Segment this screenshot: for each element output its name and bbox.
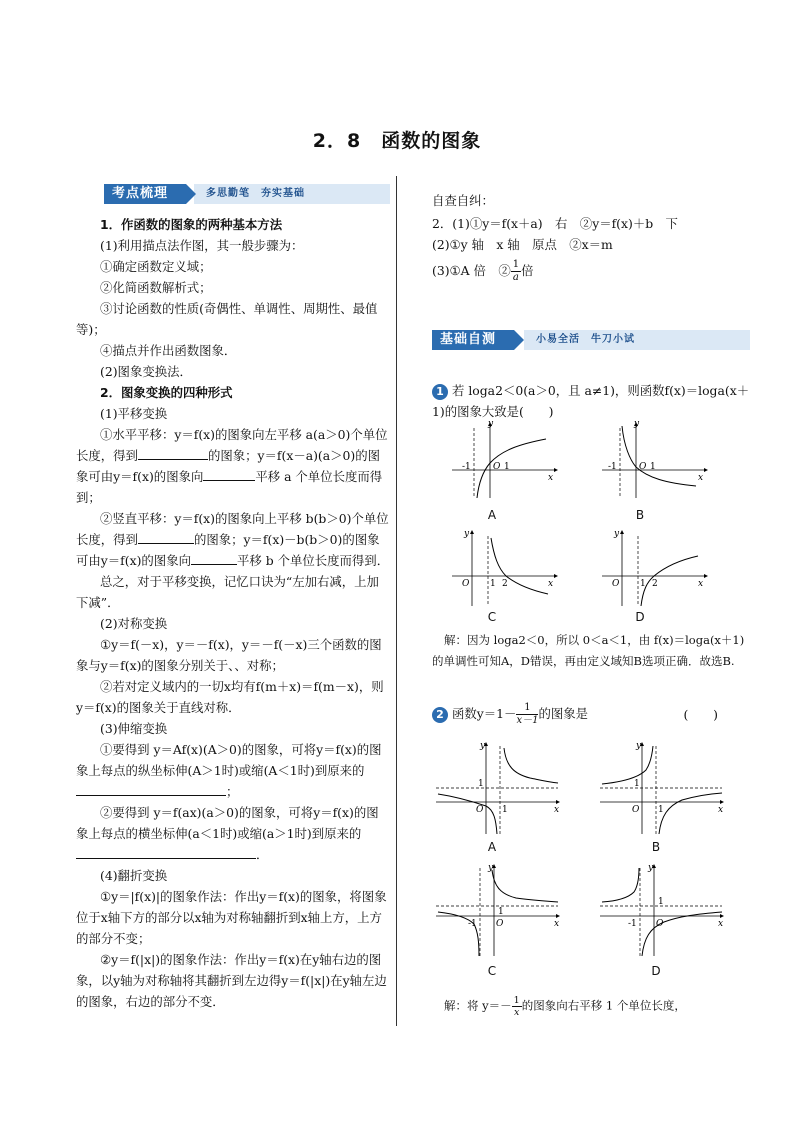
fill-blank [76, 781, 226, 796]
paragraph: ②y＝f(|x|)的图象作法：作出y＝f(x)在y轴右边的图象，以y轴为对称轴将其翻折到左边得y＝f(|x|)在y轴左边的图象，右边的部分不变． [76, 952, 387, 1009]
x-axis-arrow [720, 914, 724, 918]
option-label: A [487, 840, 497, 854]
tick-label: 2 [502, 579, 508, 589]
origin-label: O [656, 919, 664, 929]
q1-graph-a [450, 420, 560, 500]
section-heading: 1．作函数的图象的两种基本方法 [100, 217, 283, 232]
text-run: 的图象；y＝f(x－a)(a＞0)的图象可由y＝f(x)的图象向 [76, 448, 381, 484]
text-run: 倍 [521, 263, 534, 278]
banner-motto: 小易全活 牛刀小试 [536, 334, 635, 345]
banner-motto: 多思勤笔 夯实基础 [206, 188, 305, 199]
tick-label: -1 [608, 462, 617, 472]
page-title: 2．8 函数的图象 [312, 130, 482, 152]
x-label: x [548, 473, 554, 483]
text-run: ②要得到 y＝f(ax)(a＞0)的图象，可将y＝f(x)的图象上每点的横坐标伸(a＜1时)或缩(a＞1时)到原来的 [76, 805, 379, 841]
curve [622, 426, 696, 486]
q2-graph-b [598, 740, 728, 836]
tick-label: 1 [478, 779, 484, 789]
tick-label: 1 [504, 462, 510, 472]
y-axis-arrow [620, 530, 624, 534]
curve [602, 868, 639, 902]
subheading: (4)翻折变换 [100, 868, 168, 883]
section-banner-selftest [432, 330, 750, 350]
option-label: D [635, 610, 645, 624]
text-run: 解：将 y＝－ [444, 998, 512, 1013]
question-2 [432, 702, 750, 727]
paragraph: 总之，对于平移变换，记忆口诀为“左加右减，上加下减”． [76, 574, 379, 610]
text-run: ①水平平移：y＝f(x)的图象向左平移 a(a＞0)个单位长度，得到 [76, 427, 388, 463]
curve [492, 870, 558, 902]
tick-label: -1 [468, 919, 477, 929]
paragraph: ①确定函数定义域； [100, 259, 212, 274]
q1-graph-c [450, 528, 560, 608]
paragraph: ②若对定义域内的一切x均有f(m＋x)＝f(m－x)，则y＝f(x)的图象关于直线对称． [76, 679, 384, 715]
x-axis-arrow [554, 468, 558, 472]
tick-label: 1 [650, 462, 656, 472]
fill-blank [191, 550, 237, 565]
paragraph: (2)图象变换法． [100, 364, 192, 379]
option-label: C [487, 610, 497, 624]
section-heading: 2．图象变换的四种形式 [100, 385, 233, 400]
tick-label: 1 [640, 579, 646, 589]
x-label: x [718, 919, 724, 929]
section-banner-review [104, 184, 390, 204]
y-label: y [636, 741, 642, 751]
tick-label: 1 [498, 907, 504, 917]
y-label: y [488, 420, 494, 429]
paragraph [76, 508, 390, 571]
option-label: D [651, 964, 661, 978]
x-axis-arrow [704, 574, 708, 578]
curve [477, 439, 546, 498]
tick-label: 1 [490, 579, 496, 589]
option-label: B [635, 508, 645, 522]
text-run: ②竖直平移：y＝f(x)的图象向上平移 b(b＞0)个单位长度，得到 [76, 511, 389, 547]
origin-label: O [639, 462, 647, 472]
q2-graph-d [598, 862, 728, 958]
tick-label: 1 [634, 779, 640, 789]
y-axis-arrow [470, 530, 474, 534]
q1-solution: 解：因为 loga2＜0，所以 0＜a＜1，由 f(x)＝loga(x＋1)的单调性可知A，D错误，再由定义域知B选项正确．故选B. [432, 633, 745, 668]
text-run: (3)①A 倍 ② [432, 263, 511, 278]
text-run: ． [256, 847, 269, 862]
paragraph: ②化简函数解析式； [100, 280, 212, 295]
curve [602, 746, 653, 784]
subheading: (2)对称变换 [100, 616, 168, 631]
x-label: x [554, 919, 560, 929]
answer-line: (2)①y 轴 x 轴 原点 ②x＝m [432, 237, 613, 252]
x-label: x [554, 805, 560, 815]
option-label: A [487, 508, 497, 522]
tick-label: 1 [658, 805, 664, 815]
q1-graph-b [600, 420, 710, 500]
curve [641, 556, 698, 606]
question-number-badge: 1 [432, 384, 448, 400]
fraction [511, 259, 521, 284]
origin-label: O [476, 805, 484, 815]
paragraph [76, 424, 390, 508]
paragraph: ①y＝|f(x)|的图象作法：作出y＝f(x)的图象，将图象位于x轴下方的部分以x轴为对称轴翻折到x轴上方，上方的部分不变； [76, 889, 387, 946]
fraction-numerator: 1 [512, 259, 520, 270]
paragraph: ④描点并作出函数图象． [100, 343, 237, 358]
question-text: 的图象是 [538, 706, 589, 721]
paragraph: (1)利用描点法作图，其一般步骤为： [100, 238, 304, 253]
q2-graph-c [434, 862, 564, 958]
answer-line: 2．(1)①y＝f(x＋a) 右 ②y＝f(x)＋b 下 [432, 216, 678, 231]
question-number-badge: 2 [432, 707, 448, 723]
text-run: 的图象向右平移 1 个单位长度， [521, 998, 686, 1013]
tick-label: -1 [628, 919, 637, 929]
fill-blank [76, 844, 256, 859]
y-label: y [634, 420, 640, 429]
q2-solution [432, 995, 750, 1018]
curve [438, 794, 497, 834]
q2-graph-a [434, 740, 564, 836]
tick-label: -1 [462, 462, 471, 472]
text-run: 平移 a 个单位长度而得到； [76, 469, 383, 505]
question-text: 若 loga2＜0(a＞0，且 a≠1)，则函数f(x)＝loga(x＋1)的图象大致是( ) [432, 383, 750, 419]
origin-label: O [496, 919, 504, 929]
fraction-denominator: a [512, 272, 519, 283]
text-run: 平移 b 个单位长度而得到． [236, 553, 390, 568]
x-axis-arrow [554, 574, 558, 578]
tick-label: 1 [658, 897, 664, 907]
y-label: y [480, 741, 486, 751]
left-column [76, 214, 390, 1012]
tick-label: 1 [502, 805, 508, 815]
fill-blank [138, 529, 194, 544]
curve [491, 538, 548, 594]
x-axis-arrow [556, 914, 560, 918]
option-label: C [487, 964, 497, 978]
paragraph [76, 739, 390, 802]
text-run: ①要得到 y＝Af(x)(A＞0)的图象，可将y＝f(x)的图象上每点的纵坐标伸(A＞1时)或缩(A＜1时)到原来的 [76, 742, 382, 778]
x-axis-arrow [720, 800, 724, 804]
banner-tag: 考点梳理 [104, 184, 186, 204]
paragraph: ①y＝f(－x)，y＝－f(x)，y＝－f(－x)三个函数的图象与y＝f(x)的图象分别关于、、对称； [76, 637, 382, 673]
origin-label: O [462, 579, 470, 589]
fill-blank [138, 445, 208, 460]
fraction-numerator: 1 [513, 995, 520, 1006]
curve [504, 748, 558, 783]
fraction-denominator: x [514, 1007, 520, 1018]
banner-tag: 基础自测 [432, 330, 514, 350]
x-axis-arrow [556, 800, 560, 804]
column-divider [396, 176, 397, 1026]
y-label: y [614, 529, 620, 539]
fraction-numerator: 1 [516, 702, 538, 715]
subheading: (3)伸缩变换 [100, 721, 168, 736]
question-1 [432, 380, 750, 422]
curve [659, 793, 722, 834]
origin-label: O [493, 462, 501, 472]
answer-block [432, 190, 752, 284]
y-label: y [488, 863, 494, 873]
y-label: y [464, 529, 470, 539]
x-axis-arrow [704, 468, 708, 472]
text-run: ； [226, 784, 239, 799]
fill-blank [203, 466, 255, 481]
y-label: y [648, 863, 654, 873]
fraction-denominator: x－1 [516, 715, 539, 726]
option-label: B [651, 840, 661, 854]
check-heading: 自查自纠： [432, 193, 494, 208]
fraction [516, 702, 538, 727]
answer-line [432, 259, 752, 284]
x-label: x [548, 579, 554, 589]
paragraph: ③讨论函数的性质(奇偶性、单调性、周期性、最值等)； [76, 301, 378, 337]
question-text: 函数y＝1－ [452, 706, 517, 721]
x-label: x [698, 579, 704, 589]
tick-label: 2 [652, 579, 658, 589]
text-run: 的图象；y＝f(x)－b(b＞0)的图象可由y＝f(x)的图象向 [76, 532, 380, 568]
paragraph [76, 802, 390, 865]
origin-label: O [612, 579, 620, 589]
x-label: x [718, 805, 724, 815]
fraction [512, 995, 522, 1018]
answer-paren: ( ) [683, 707, 718, 722]
x-label: x [698, 473, 704, 483]
q1-graph-d [600, 528, 710, 608]
subheading: (1)平移变换 [100, 406, 168, 421]
origin-label: O [632, 805, 640, 815]
